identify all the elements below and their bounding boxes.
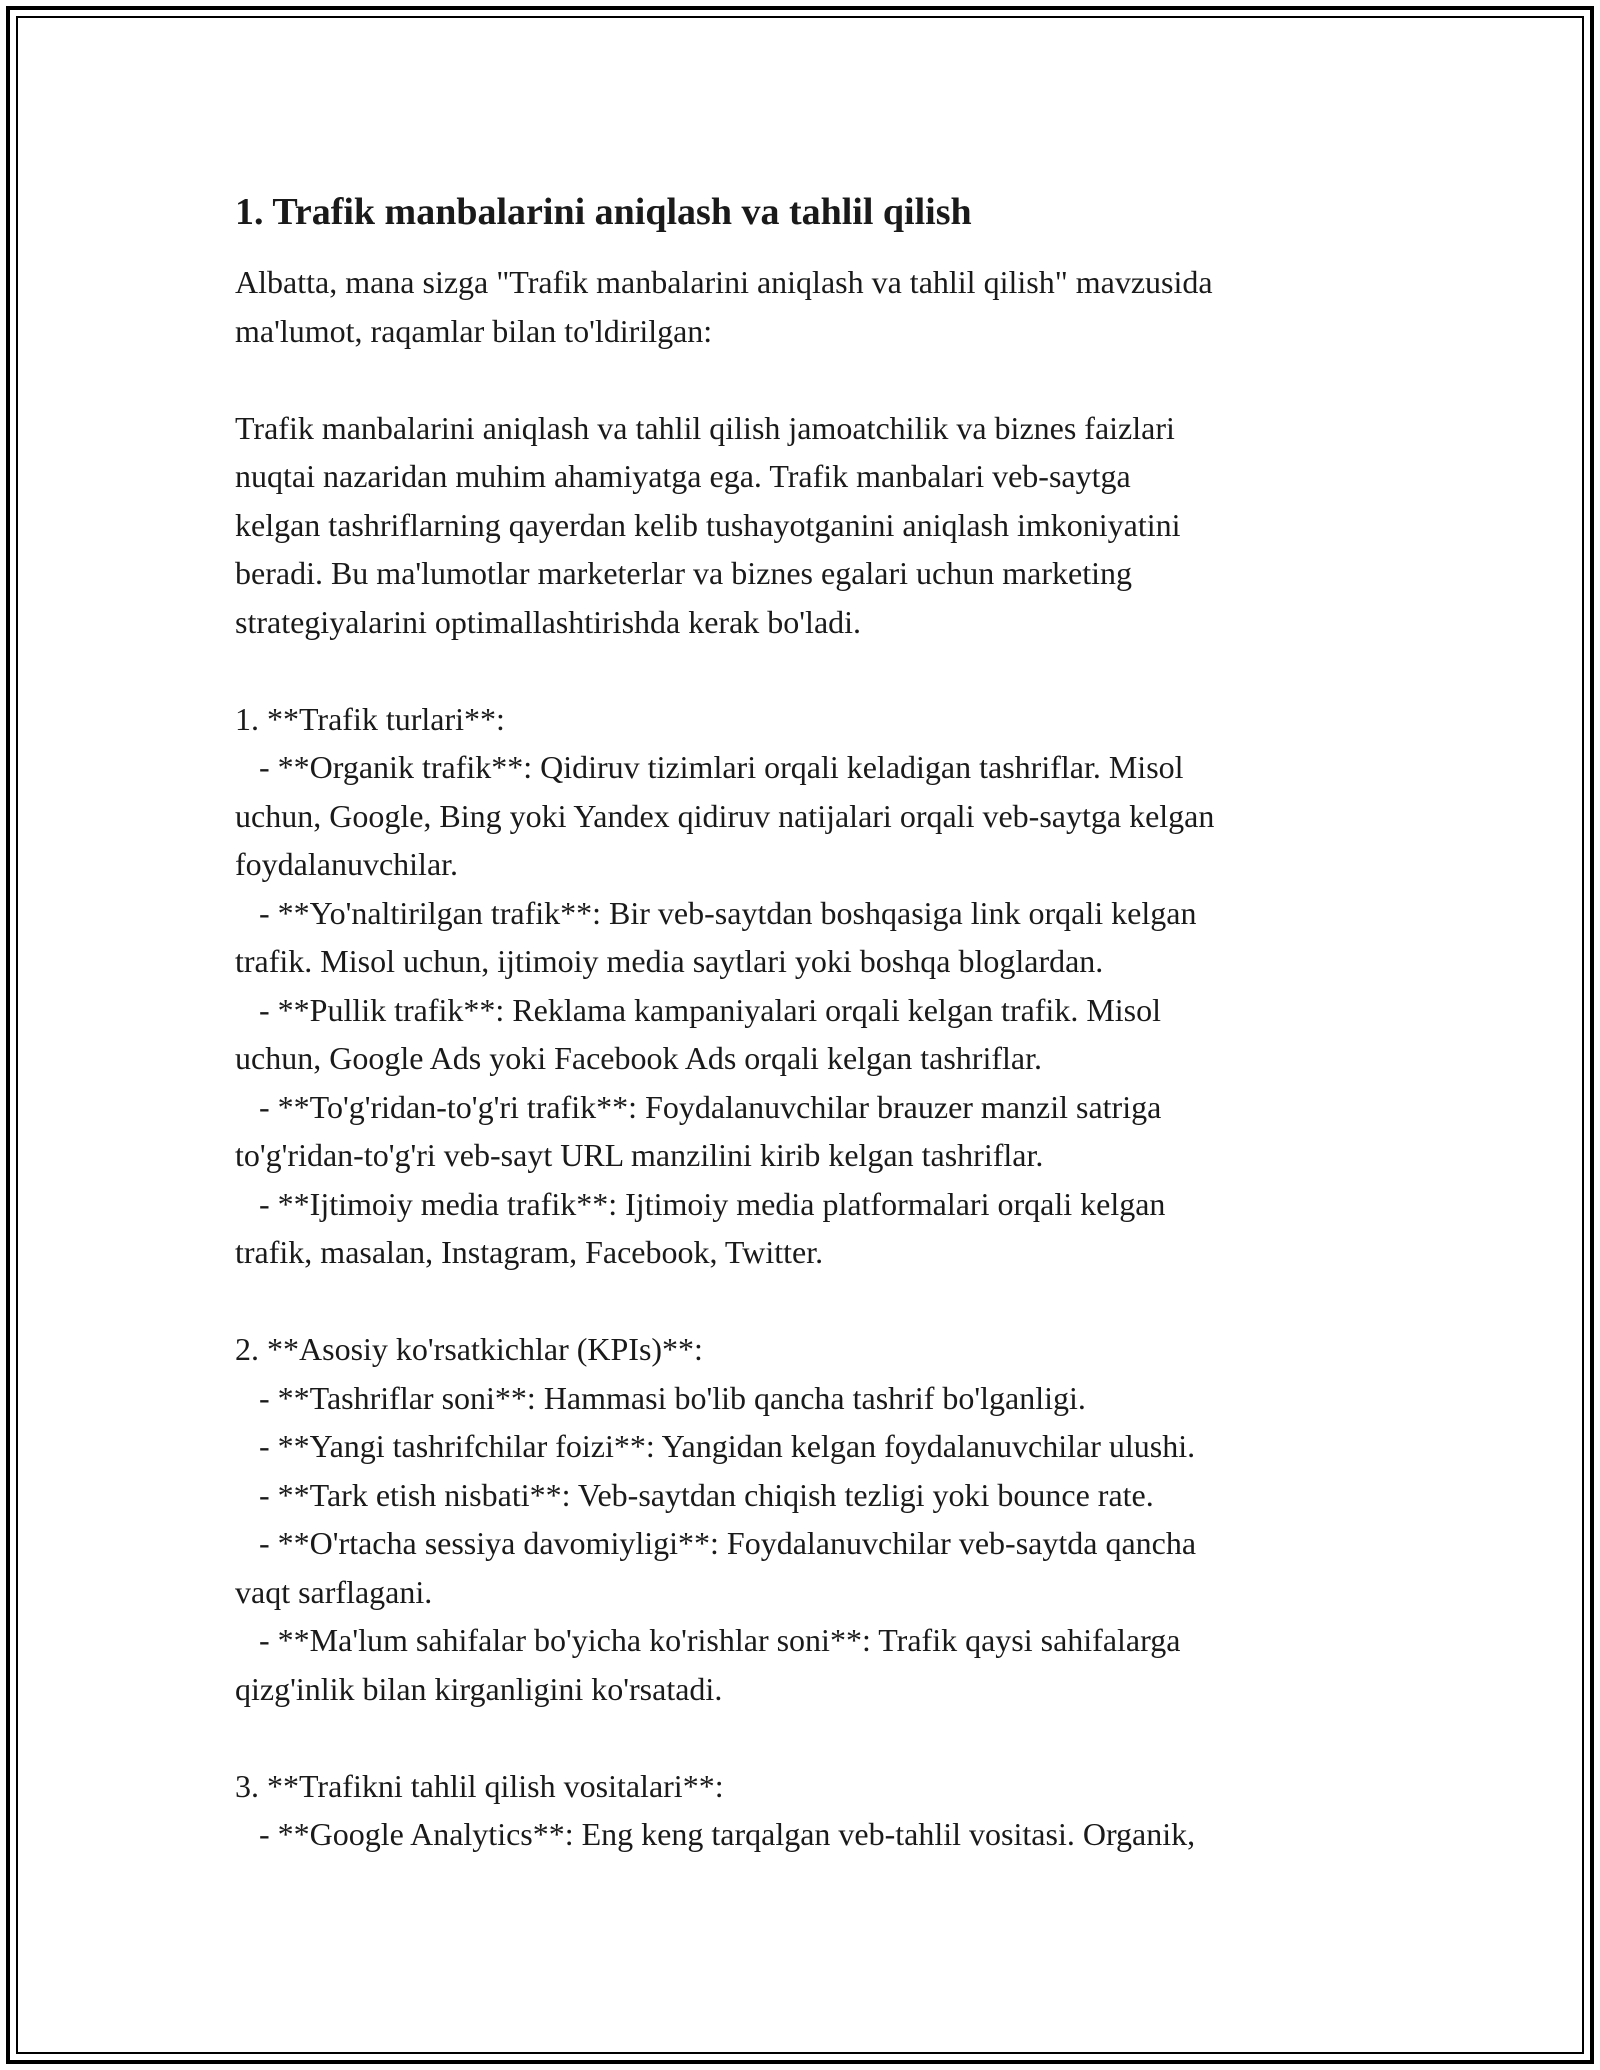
section-heading: 3. **Trafikni tahlil qilish vositalari**: (235, 1767, 724, 1804)
text-line: trafik, masalan, Instagram, Facebook, Twitter. (235, 1234, 824, 1270)
text-line: nuqtai nazaridan muhim ahamiyatga ega. Trafik manbalari veb-saytga (235, 458, 1131, 494)
text-line: uchun, Google, Bing yoki Yandex qidiruv natijalari orqali veb-saytga kelgan (235, 797, 1215, 834)
list-item: - **Yangi tashrifchilar foizi**: Yangidan kelgan foydalanuvchilar ulushi. (235, 1428, 1196, 1464)
intro-paragraph (235, 258, 1375, 355)
text-line: strategiyalarini optimallashtirishda kerak bo'ladi. (235, 603, 862, 640)
text-line: trafik. Misol uchun, ijtimoiy media saytlari yoki boshqa bloglardan. (235, 943, 1104, 979)
text-line: qizg'inlik bilan kirganligini ko'rsatadi. (235, 1670, 723, 1707)
document-title: 1. Trafik manbalarini aniqlash va tahlil qilish (235, 191, 972, 233)
text-line: Albatta, mana sizga "Trafik manbalarini aniqlash va tahlil qilish" mavzusida (235, 264, 1213, 300)
list-item: - **Pullik trafik**: Reklama kampaniyalari orqali kelgan trafik. Misol (235, 991, 1161, 1028)
list-item: - **Ijtimoiy media trafik**: Ijtimoiy media platformalari orqali kelgan (235, 1185, 1166, 1222)
text-line: foydalanuvchilar. (235, 846, 459, 882)
list-item: - **To'g'ridan-to'g'ri trafik**: Foydalanuvchilar brauzer manzil satriga (235, 1088, 1162, 1125)
document-text (235, 258, 1375, 1859)
section-heading: 1. **Trafik turlari**: (235, 700, 505, 737)
document-body (235, 186, 1375, 1907)
section-analysis-tools (235, 1762, 1375, 1859)
section-traffic-types (235, 695, 1375, 1277)
text-line: Trafik manbalarini aniqlash va tahlil qilish jamoatchilik va biznes faizlari (235, 409, 1175, 446)
list-item: - **Ma'lum sahifalar bo'yicha ko'rishlar soni**: Trafik qaysi sahifalarga (235, 1622, 1181, 1658)
list-item: - **O'rtacha sessiya davomiyligi**: Foydalanuvchilar veb-saytda qancha (235, 1525, 1197, 1561)
list-item: - **Yo'naltirilgan trafik**: Bir veb-saytdan boshqasiga link orqali kelgan (235, 894, 1197, 931)
list-item: - **Tark etish nisbati**: Veb-saytdan chiqish tezligi yoki bounce rate. (235, 1476, 1154, 1513)
list-item: - **Google Analytics**: Eng keng tarqalgan veb-tahlil vositasi. Organik, (235, 1816, 1196, 1852)
text-line: vaqt sarflagani. (235, 1573, 433, 1610)
list-item: - **Organik trafik**: Qidiruv tizimlari orqali keladigan tashriflar. Misol (235, 749, 1184, 785)
section-heading: 2. **Asosiy ko'rsatkichlar (KPIs)**: (235, 1331, 703, 1367)
overview-paragraph (235, 404, 1375, 647)
text-line: ma'lumot, raqamlar bilan to'ldirilgan: (235, 312, 713, 349)
text-line: uchun, Google Ads yoki Facebook Ads orqali kelgan tashriflar. (235, 1040, 1042, 1076)
section-kpis (235, 1325, 1375, 1713)
text-line: kelgan tashriflarning qayerdan kelib tushayotganini aniqlash imkoniyatini (235, 506, 1181, 543)
text-line: to'g'ridan-to'g'ri veb-sayt URL manzilini kirib kelgan tashriflar. (235, 1137, 1044, 1173)
text-line: beradi. Bu ma'lumotlar marketerlar va biznes egalari uchun marketing (235, 555, 1132, 591)
list-item: - **Tashriflar soni**: Hammasi bo'lib qancha tashrif bo'lganligi. (235, 1379, 1086, 1416)
